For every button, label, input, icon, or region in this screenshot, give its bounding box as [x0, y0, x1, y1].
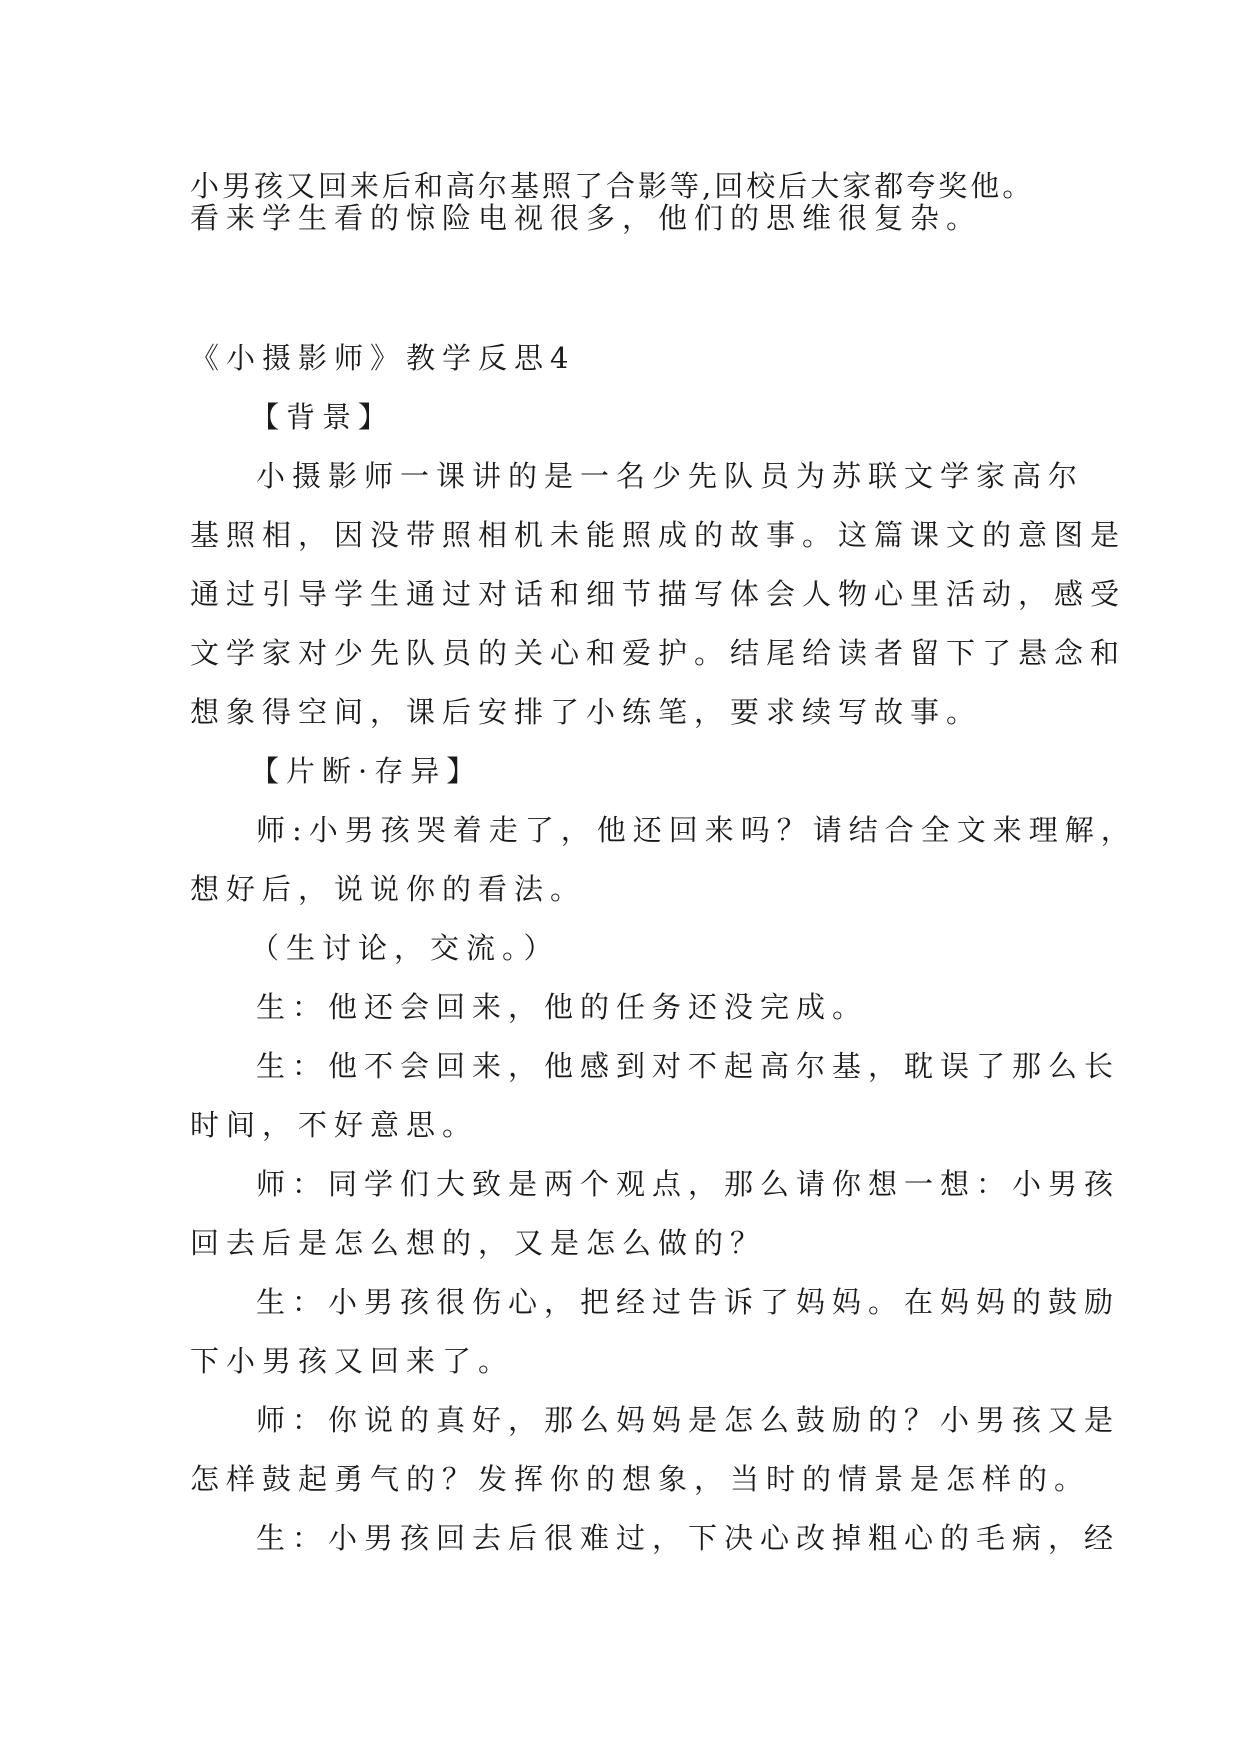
dialogue-line: 生：小男孩很伤心，把经过告诉了妈妈。在妈妈的鼓励	[256, 1285, 1121, 1319]
dialogue-line: 生：小男孩回去后很难过，下决心改掉粗心的毛病，经	[256, 1521, 1121, 1555]
stage-direction: （生讨论，交流。）	[250, 931, 560, 965]
subheading-excerpt: 【片断·存异】	[250, 754, 483, 788]
paragraph-line: 基照相，因没带照相机未能照成的故事。这篇课文的意图是	[190, 518, 1127, 552]
dialogue-line: 下小男孩又回来了。	[190, 1344, 515, 1378]
paragraph-line: 看来学生看的惊险电视很多，他们的思维很复杂。	[190, 201, 983, 235]
paragraph-line: 文学家对少先队员的关心和爱护。结尾给读者留下了悬念和	[190, 636, 1127, 670]
dialogue-line: 时间，不好意思。	[190, 1108, 479, 1142]
dialogue-line: 怎样鼓起勇气的？发挥你的想象，当时的情景是怎样的。	[190, 1462, 1091, 1496]
dialogue-line: 生：他还会回来，他的任务还没完成。	[256, 990, 869, 1024]
dialogue-line: 想好后，说说你的看法。	[190, 872, 587, 906]
subheading-background: 【背景】	[250, 400, 395, 434]
paragraph-line: 通过引导学生通过对话和细节描写体会人物心里活动，感受	[190, 577, 1127, 611]
paragraph-line: 小男孩又回来后和高尔基照了合影等,回校后大家都夸奖他。	[190, 169, 1035, 203]
paragraph-line: 想象得空间，课后安排了小练笔，要求续写故事。	[190, 695, 983, 729]
dialogue-line: 回去后是怎么想的，又是怎么做的？	[190, 1226, 767, 1260]
dialogue-line: 师：同学们大致是两个观点，那么请你想一想：小男孩	[256, 1167, 1121, 1201]
dialogue-line: 师：你说的真好，那么妈妈是怎么鼓励的？小男孩又是	[256, 1403, 1121, 1437]
dialogue-line: 师:小男孩哭着走了，他还回来吗？请结合全文来理解，	[256, 813, 1137, 847]
section-heading: 《小摄影师》教学反思4	[190, 341, 576, 375]
paragraph-line: 小摄影师一课讲的是一名少先队员为苏联文学家高尔	[256, 459, 1085, 493]
dialogue-line: 生：他不会回来，他感到对不起高尔基，耽误了那么长	[256, 1049, 1121, 1083]
